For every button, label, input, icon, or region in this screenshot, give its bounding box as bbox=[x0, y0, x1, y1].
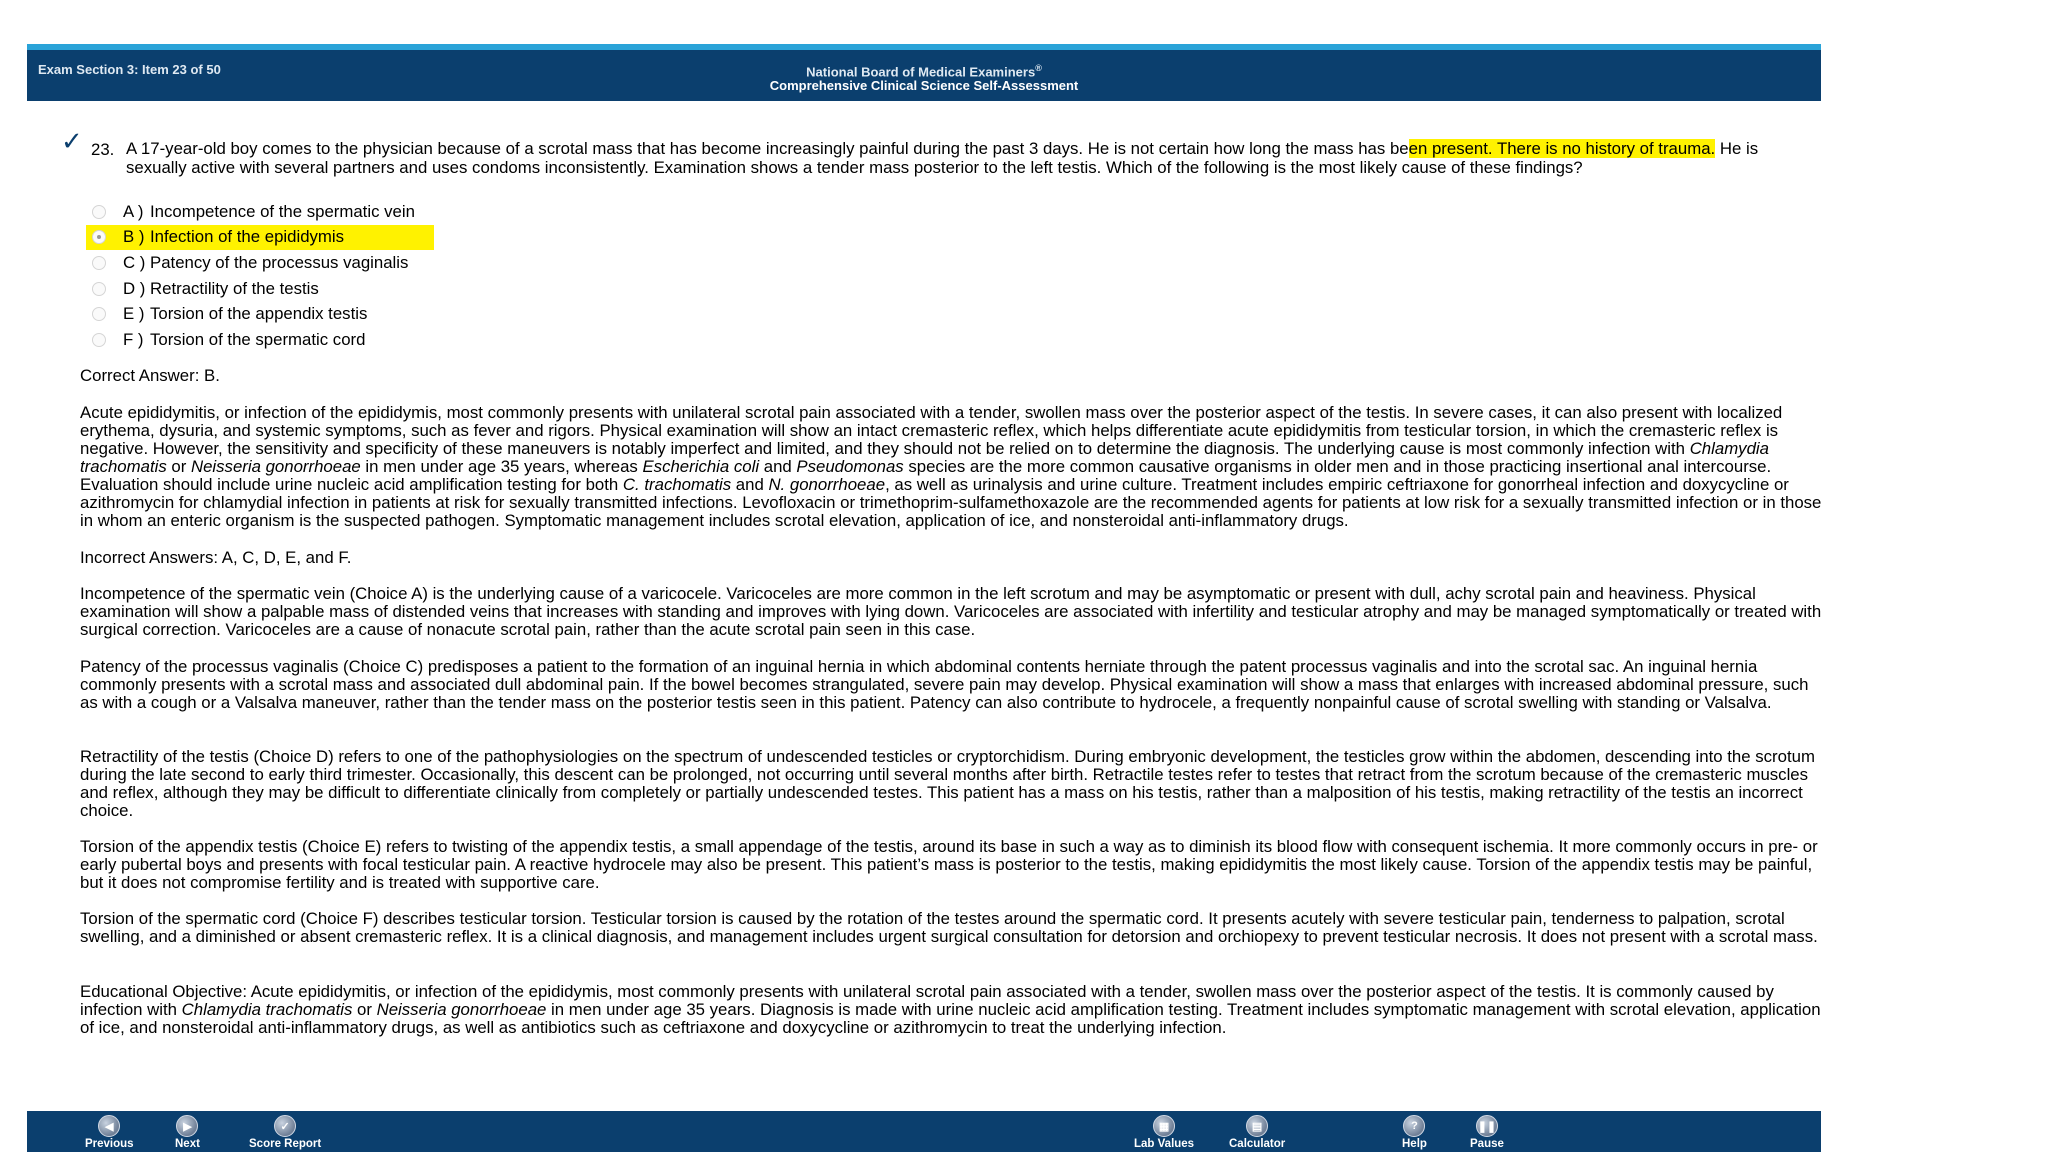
exam-name: Comprehensive Clinical Science Self-Assessment bbox=[769, 78, 1079, 94]
choice-c-explanation: Patency of the processus vaginalis (Choice C) predisposes a patient to the formation of an inguinal hernia in which abdominal contents herniate through the patent processus vaginalis and into the scrotal sac. An inguinal hernia commonly presents with a scrotal mass and associated dull abdominal pain. If the bowel becomes strangulated, severe pain may develop. Physical examination will show a mass that enlarges with increased abdominal pressure, such as with a cough or a Valsalva maneuver, rather than the tender mass on the posterior testis seen in this patient. Patency can also contribute to hydrocele, a frequently nonpainful cause of scrotal swelling with standing or Valsalva. bbox=[80, 657, 1809, 712]
choice-e[interactable] bbox=[86, 301, 446, 327]
radio-f[interactable] bbox=[92, 333, 106, 347]
organism-name: C. trachomatis bbox=[622, 475, 732, 494]
organism-name: Escherichia coli bbox=[642, 457, 760, 476]
choice-a-explanation: Incompetence of the spermatic vein (Choice A) is the underlying cause of a varicocele. Varicoceles are more common in the left scrotum and may be asymptomatic or present with dull, achy scrotal pain and heaviness. Physical examination will show a palpable mass of distended veins that increases with standing and improves with lying down. Varicoceles are associated with infertility and testicular atrophy and may be managed symptomatically or treated with surgical correction. Varicoceles are a cause of nonacute scrotal pain, rather than the acute scrotal pain seen in this case. bbox=[80, 584, 1822, 639]
objective-text: Educational Objective: Acute epididymitis, or infection of the epididymis, most commonly presents with unilateral scrotal pain associated with a tender, swollen mass over the posterior aspect of the testis. It is commonly caused by infection with bbox=[80, 982, 1774, 1019]
calculator-button[interactable] bbox=[1229, 1115, 1285, 1150]
choice-text: Torsion of the appendix testis bbox=[150, 304, 368, 324]
help-label: Help bbox=[1402, 1138, 1427, 1150]
choice-text: Retractility of the testis bbox=[150, 278, 319, 298]
explanation-text: Acute epididymitis, or infection of the epididymis, most commonly presents with unilateral scrotal pain associated with a tender, swollen mass over the posterior aspect of the testis. In severe cases, it can also present with localized erythema, dysuria, and systemic symptoms, such as fever and rigors. Physical examination will show an intact cremasteric reflex, which helps differentiate acute epididymitis from testicular torsion, in which the cremasteric reflex is negative. However, the sensitivity and specificity of these maneuvers is notably imperfect and limited, and they should not be relied on to determine the diagnosis. The underlying cause is most commonly infection with bbox=[80, 403, 1783, 458]
previous-label: Previous bbox=[85, 1138, 134, 1150]
organism-name: Chlamydia trachomatis bbox=[181, 1000, 353, 1019]
answered-check-icon: ✓ bbox=[61, 126, 83, 156]
choice-letter: A ) bbox=[123, 201, 144, 221]
lab-values-icon: ▦ bbox=[1153, 1115, 1175, 1137]
question-stem bbox=[126, 140, 1816, 177]
next-button[interactable] bbox=[175, 1115, 200, 1150]
choice-d-explanation: Retractility of the testis (Choice D) refers to one of the pathophysiologies on the spectrum of undescended testicles or cryptorchidism. During embryonic development, the testicles grow within the abdomen, descending into the scrotum during the late second to early third trimester. Occasionally, this descent can be prolonged, not occurring until several months after birth. Retractile testes refer to testes that retract from the scrotum because of the cremasteric muscles and reflex, although they may be difficult to differentiate clinically from completely or partially undescended testes. This patient has a mass on his testis, rather than a malposition of his testis, making retractility of the testis an incorrect choice. bbox=[80, 747, 1815, 820]
exam-title bbox=[27, 61, 1821, 93]
incorrect-answers-label: Incorrect Answers: A, C, D, E, and F. bbox=[80, 548, 352, 567]
choice-f-explanation: Torsion of the spermatic cord (Choice F) describes testicular torsion. Testicular torsion is caused by the rotation of the testes around the spermatic cord. It presents acutely with severe testicular pain, tenderness to palpation, scrotal swelling, and a diminished or absent cremasteric reflex. It is a clinical diagnosis, and management includes urgent surgical consultation for detorsion and orchiopexy to prevent testicular necrosis. It does not present with a scrotal mass. bbox=[80, 909, 1818, 946]
checkmark-icon: ✓ bbox=[274, 1115, 296, 1137]
radio-b[interactable] bbox=[92, 230, 106, 244]
choice-letter: D ) bbox=[123, 278, 146, 298]
radio-c[interactable] bbox=[92, 256, 106, 270]
choice-a[interactable] bbox=[86, 199, 446, 225]
explanation-text: or bbox=[166, 457, 191, 476]
answer-choices bbox=[86, 199, 446, 353]
score-report-button[interactable] bbox=[249, 1115, 321, 1150]
choice-e-explanation: Torsion of the appendix testis (Choice E) refers to twisting of the appendix testis, a small appendage of the testis, around its base in such a way as to diminish its blood flow with consequent ischemia. It more commonly occurs in pre- or early pubertal boys and presents with focal testicular pain. A reactive hydrocele may also be present. This patient’s mass is posterior to the testis, making epididymitis the most likely cause. Torsion of the appendix testis may be painful, but it does not compromise fertility and is treated with supportive care. bbox=[80, 837, 1818, 892]
organism-name: Pseudomonas bbox=[796, 457, 904, 476]
choice-text: Patency of the processus vaginalis bbox=[150, 252, 409, 272]
bottom-toolbar bbox=[27, 1111, 1821, 1152]
help-button[interactable] bbox=[1402, 1115, 1427, 1150]
objective-text: or bbox=[352, 1000, 377, 1019]
choice-text: Torsion of the spermatic cord bbox=[150, 329, 366, 349]
registered-mark: ® bbox=[1035, 63, 1042, 73]
stem-highlighted-text: en present. There is no history of trauma. bbox=[1408, 139, 1716, 158]
pause-icon: ❚❚ bbox=[1476, 1115, 1498, 1137]
previous-button[interactable] bbox=[85, 1115, 134, 1150]
lab-values-label: Lab Values bbox=[1134, 1138, 1195, 1150]
radio-a[interactable] bbox=[92, 205, 106, 219]
correct-answer-label: Correct Answer: B. bbox=[80, 366, 220, 385]
organism-name: Chlamydia trachomatis bbox=[80, 439, 1769, 476]
choice-letter: E ) bbox=[123, 304, 145, 324]
radio-e[interactable] bbox=[92, 307, 106, 321]
choice-c[interactable] bbox=[86, 250, 446, 276]
correct-answer-explanation bbox=[80, 404, 1825, 530]
exam-header-bar bbox=[27, 44, 1821, 101]
choice-d[interactable] bbox=[86, 276, 446, 302]
radio-d[interactable] bbox=[92, 282, 106, 296]
organism-name: Neisseria gonorrhoeae bbox=[376, 1000, 547, 1019]
score-report-label: Score Report bbox=[249, 1138, 322, 1150]
choice-text: Infection of the epididymis bbox=[150, 227, 345, 247]
next-label: Next bbox=[175, 1138, 200, 1150]
choice-letter: F ) bbox=[123, 329, 144, 349]
arrow-left-icon: ◀ bbox=[98, 1115, 120, 1137]
explanation-text: , as well as urinalysis and urine culture. Treatment includes empiric ceftriaxone for gonorrheal infection and doxycycline or azithromycin for chlamydial infection in patients at risk for sexually transmitted infections. Levofloxacin or trimethoprim-sulfamethoxazole are the recommended agents for patients at low risk for a sexually transmitted infection or in those in whom an enteric organism is the suspected pathogen. Symptomatic management includes scrotal elevation, application of ice, and nonsteroidal anti-inflammatory drugs. bbox=[80, 475, 1822, 530]
pause-button[interactable] bbox=[1470, 1115, 1504, 1150]
stem-text-2: He is sexually active with several partners and uses condoms inconsistently. Examination shows a tender mass posterior to the left testis. Which of the following is the most likely cause of these findings? bbox=[126, 139, 1759, 177]
choice-text: Incompetence of the spermatic vein bbox=[150, 201, 415, 221]
objective-text: in men under age 35 years. Diagnosis is made with urine nucleic acid amplification testing. Treatment includes symptomatic management with scrotal elevation, application of ice, and nonsteroidal anti-inflammatory drugs, as well as antibiotics such as ceftriaxone and doxycycline or azithromycin to treat the underlying infection. bbox=[80, 1000, 1821, 1037]
stem-text-1: A 17-year-old boy comes to the physician because of a scrotal mass that has become increasingly painful during the past 3 days. He is not certain how long the mass has be bbox=[126, 139, 1409, 158]
organism-name: N. gonorrhoeae bbox=[768, 475, 886, 494]
help-icon: ? bbox=[1403, 1115, 1425, 1137]
choice-f[interactable] bbox=[86, 327, 446, 353]
choice-letter: B ) bbox=[123, 227, 145, 247]
organism-name: Neisseria gonorrhoeae bbox=[190, 457, 361, 476]
calculator-label: Calculator bbox=[1229, 1138, 1286, 1150]
item-counter: Exam Section 3: Item 23 of 50 bbox=[38, 62, 221, 77]
lab-values-button[interactable] bbox=[1134, 1115, 1194, 1150]
choice-letter: C ) bbox=[123, 252, 146, 272]
explanation-text: and bbox=[731, 475, 769, 494]
calculator-icon: ▤ bbox=[1246, 1115, 1268, 1137]
question-number: 23. bbox=[91, 140, 115, 159]
educational-objective bbox=[80, 983, 1825, 1037]
choice-b[interactable] bbox=[86, 225, 434, 251]
explanation-text: and bbox=[759, 457, 797, 476]
explanation-text: in men under age 35 years, whereas bbox=[360, 457, 643, 476]
explanation-text: species are the more common causative organisms in older men and in those practicing insertional anal intercourse. Evaluation should include urine nucleic acid amplification testing for both bbox=[80, 457, 1772, 494]
arrow-right-icon: ▶ bbox=[176, 1115, 198, 1137]
pause-label: Pause bbox=[1470, 1138, 1504, 1150]
org-name: National Board of Medical Examiners bbox=[806, 64, 1036, 80]
